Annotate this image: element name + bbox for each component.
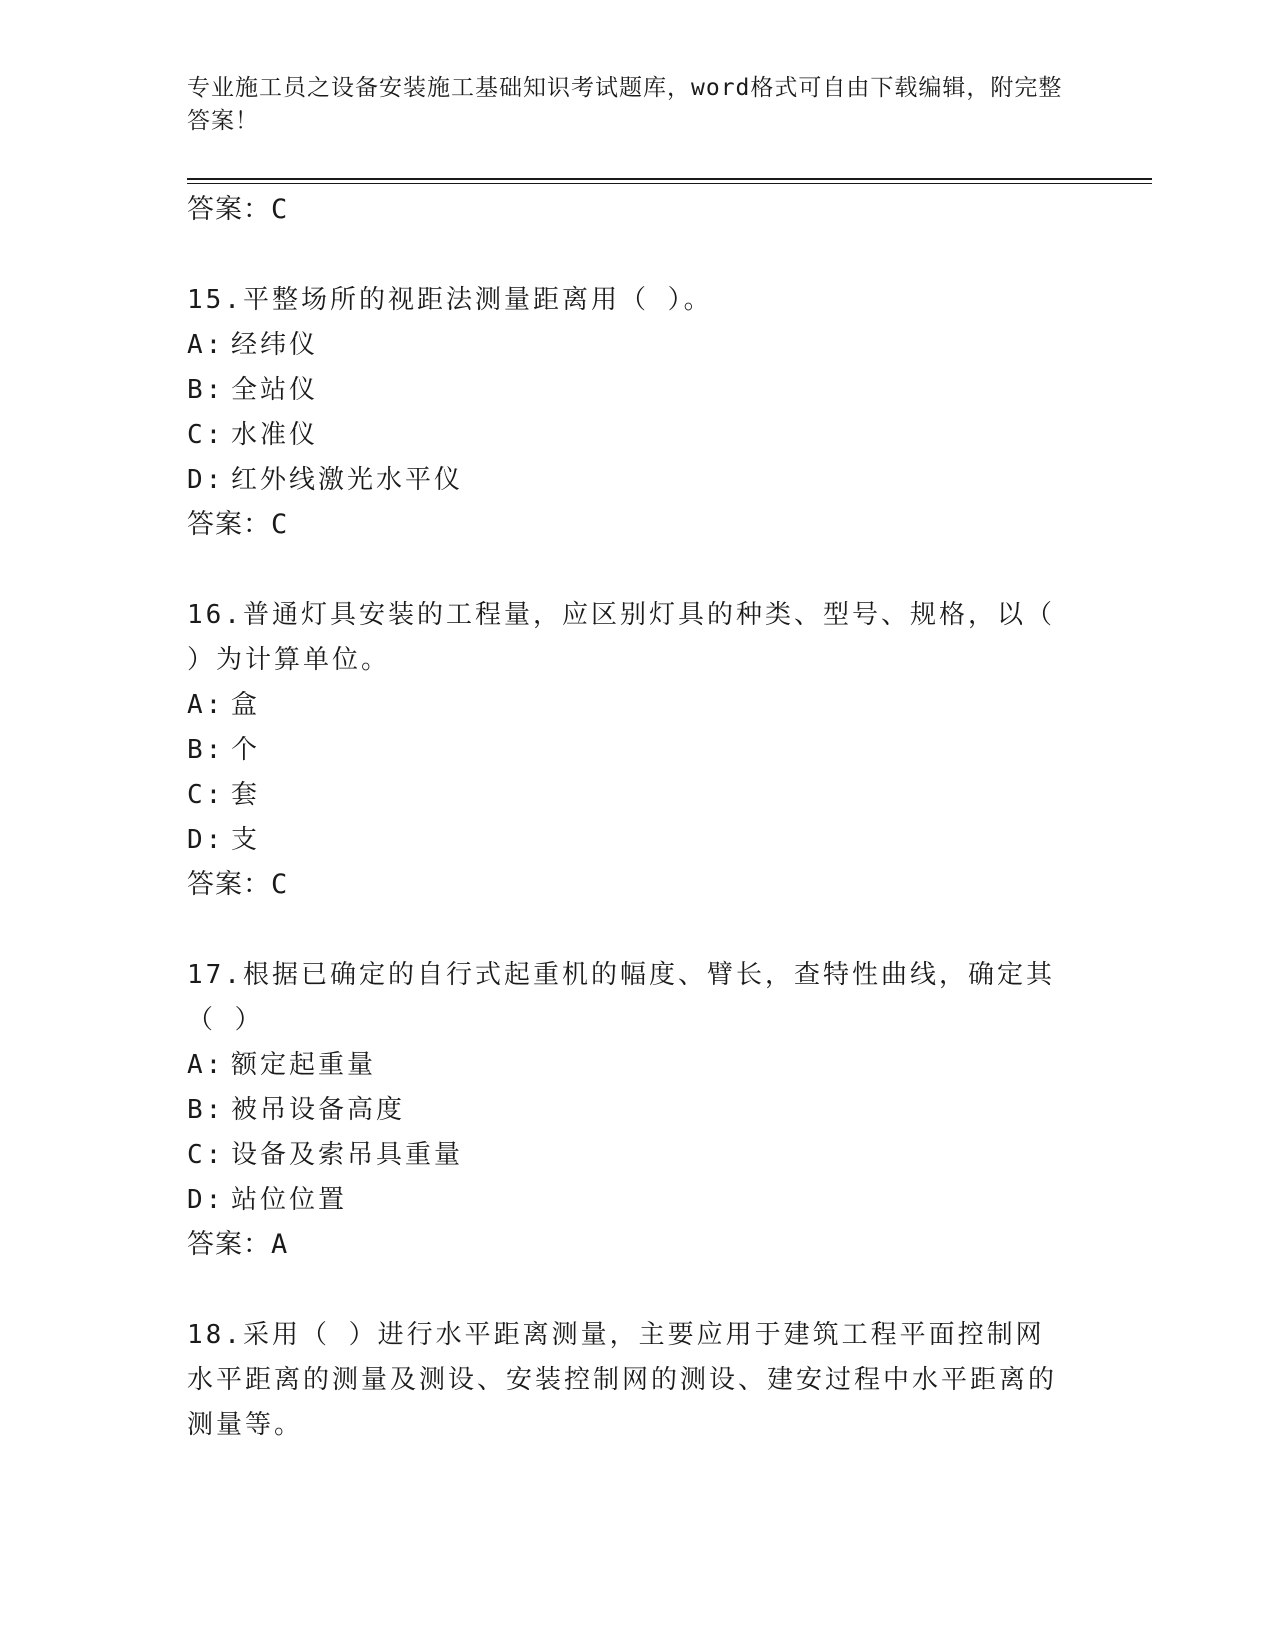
question-16 <box>187 593 1067 907</box>
option-c <box>187 1133 1067 1178</box>
option-a <box>187 323 1067 368</box>
question-text <box>187 278 1067 323</box>
answer-line <box>187 503 1067 547</box>
option-key: B: <box>187 375 225 405</box>
question-15 <box>187 278 1067 547</box>
option-text: 设备及索吊具重量 <box>231 1140 464 1170</box>
option-key: D: <box>187 1185 225 1215</box>
option-key: D: <box>187 825 225 855</box>
question-body: 普通灯具安装的工程量，应区别灯具的种类、型号、规格，以（ ）为计算单位。 <box>187 600 1055 675</box>
question-text <box>187 1313 1067 1448</box>
option-key: C: <box>187 780 225 810</box>
option-key: A: <box>187 330 225 360</box>
answer-label: 答案： <box>187 194 271 225</box>
answer-label: 答案： <box>187 869 271 900</box>
header-rule-thin <box>187 183 1152 184</box>
option-text: 全站仪 <box>231 375 319 405</box>
option-c <box>187 773 1067 818</box>
option-key: B: <box>187 1095 225 1125</box>
option-b <box>187 1088 1067 1133</box>
answer-value: C <box>271 509 289 540</box>
answer-label: 答案： <box>187 1229 271 1260</box>
option-key: A: <box>187 1050 225 1080</box>
answer-label: 答案： <box>187 509 271 540</box>
question-body: 采用（ ）进行水平距离测量，主要应用于建筑工程平面控制网水平距离的测量及测设、安装控制网的测设、建安过程中水平距离的测量等。 <box>187 1320 1058 1440</box>
option-key: C: <box>187 420 225 450</box>
question-body: 平整场所的视距法测量距离用（ ）。 <box>242 285 713 315</box>
question-18 <box>187 1313 1067 1448</box>
option-text: 个 <box>231 735 261 765</box>
answer-line <box>187 188 1067 232</box>
option-text: 支 <box>231 825 261 855</box>
answer-value: C <box>271 869 289 900</box>
spacer <box>187 232 1067 278</box>
option-d <box>187 818 1067 863</box>
document-header: 专业施工员之设备安装施工基础知识考试题库，word格式可自由下载编辑，附完整答案！ <box>187 75 1063 134</box>
option-b <box>187 368 1067 413</box>
spacer <box>187 907 1067 953</box>
answer-value: C <box>271 194 289 225</box>
question-number: 16. <box>187 600 243 630</box>
option-text: 被吊设备高度 <box>231 1095 406 1125</box>
option-text: 套 <box>231 780 261 810</box>
question-number: 15. <box>187 285 243 315</box>
option-d <box>187 458 1067 503</box>
option-d <box>187 1178 1067 1223</box>
question-number: 18. <box>187 1320 243 1350</box>
answer-value: A <box>271 1229 289 1260</box>
option-a <box>187 1043 1067 1088</box>
question-text <box>187 593 1067 683</box>
option-key: A: <box>187 690 225 720</box>
option-text: 盒 <box>231 690 261 720</box>
option-a <box>187 683 1067 728</box>
option-key: B: <box>187 735 225 765</box>
option-text: 站位位置 <box>231 1185 348 1215</box>
spacer <box>187 1267 1067 1313</box>
option-key: C: <box>187 1140 225 1170</box>
spacer <box>187 547 1067 593</box>
answer-line <box>187 863 1067 907</box>
question-text <box>187 953 1067 1043</box>
option-text: 红外线激光水平仪 <box>231 465 464 495</box>
option-text: 经纬仪 <box>231 330 319 360</box>
document-body <box>187 188 1067 1448</box>
option-c <box>187 413 1067 458</box>
option-text: 额定起重量 <box>231 1050 377 1080</box>
option-text: 水准仪 <box>231 420 319 450</box>
question-body: 根据已确定的自行式起重机的幅度、臂长，查特性曲线，确定其（ ） <box>187 960 1055 1035</box>
answer-line <box>187 1223 1067 1267</box>
header-rule-thick <box>187 178 1152 180</box>
option-key: D: <box>187 465 225 495</box>
question-17 <box>187 953 1067 1267</box>
question-number: 17. <box>187 960 243 990</box>
option-b <box>187 728 1067 773</box>
